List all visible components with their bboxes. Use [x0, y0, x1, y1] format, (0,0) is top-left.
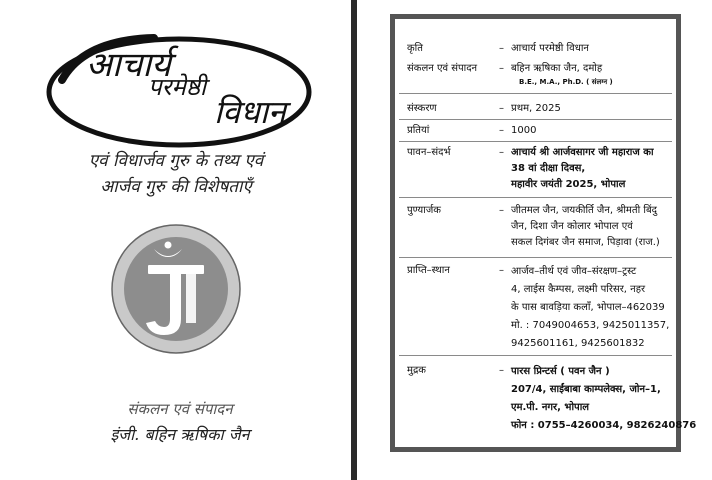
title-word-vidhan: विधान: [214, 93, 286, 131]
dash: –: [499, 265, 504, 276]
subtitle-line-1: एवं विधार्जव गुरु के तथ्य एवं: [88, 151, 264, 171]
label-pratiyan: प्रतियां: [407, 125, 430, 136]
value-prapti-line: 4, लाईस कैम्पस, लक्ष्मी परिसर, नहर: [511, 284, 646, 295]
compiler-name: इंजी. बहिन ऋषिका जैन: [110, 425, 250, 444]
dash: –: [499, 125, 504, 136]
separator: [399, 197, 672, 198]
dash: –: [499, 365, 504, 376]
jain-symbol-emblem: [110, 223, 242, 355]
value-mudrak-line: 207/4, साईंबाबा काम्पलेक्स, जोन–1,: [511, 384, 661, 395]
label-punyarjak: पुण्यार्जक: [407, 205, 441, 216]
value-pavan-line: महावीर जयंती 2025, भोपाल: [511, 179, 626, 190]
value-pavan-line: आचार्य श्री आर्जवसागर जी महाराज का: [511, 147, 654, 158]
dash: –: [499, 103, 504, 114]
label-kriti: कृति: [407, 43, 423, 54]
value-sankalan: बहिन ऋषिका जैन, दमोह: [511, 63, 603, 74]
value-sanskaran: प्रथम, 2025: [511, 103, 561, 114]
book-cover-page: [0, 0, 352, 480]
value-pavan-line: 38 वां दीक्षा दिवस,: [511, 163, 586, 174]
value-prapti-line: मो. : 7049004653, 9425011357,: [511, 320, 670, 331]
label-mudrak: मुद्रक: [407, 365, 426, 376]
label-sankalan: संकलन एवं संपादन: [407, 63, 478, 74]
value-prapti-line: आर्जव–तीर्थ एवं जीव–संरक्षण–ट्रस्ट: [511, 266, 637, 277]
title-word-acharya: आचार्य: [86, 45, 171, 85]
label-prapti-sthan: प्राप्ति–स्थान: [407, 265, 450, 276]
value-pratiyan: 1000: [511, 125, 537, 136]
compiler-label: संकलन एवं संपादन: [127, 400, 233, 418]
subtitle-line-2: आर्जव गुरु की विशेषताएँ: [100, 177, 252, 197]
value-punyarjak-line: जैन, दिशा जैन कोलार भोपाल एवं: [511, 221, 633, 232]
separator: [399, 141, 672, 142]
value-prapti-line: के पास बावड़िया कलाँ, भोपाल–462039: [511, 302, 665, 313]
title-word-parmeshthi: परमेष्ठी: [148, 73, 207, 101]
label-sanskaran: संस्करण: [407, 103, 437, 114]
value-mudrak-line: फोन : 0755–4260034, 9826240876: [511, 420, 697, 431]
separator: [399, 257, 672, 258]
separator: [399, 355, 672, 356]
dash: –: [499, 63, 504, 74]
value-punyarjak-line: जीतमल जैन, जयकीर्ति जैन, श्रीमती बिंदु: [511, 205, 657, 216]
imprint-frame: [390, 14, 697, 452]
value-prapti-line: 9425601161, 9425601832: [511, 338, 645, 349]
separator: [399, 119, 672, 120]
value-punyarjak-line: सकल दिगंबर जैन समाज, पिड़ावा (राज.): [511, 237, 660, 248]
dash: –: [499, 43, 504, 54]
value-kriti: आचार्य परमेष्ठी विधान: [511, 43, 589, 54]
label-pavan-sandarbh: पावन–संदर्भ: [407, 147, 451, 158]
imprint-page: [357, 0, 712, 480]
value-qualification: B.E., M.A., Ph.D. ( संलग्न ): [519, 78, 613, 86]
value-mudrak-line: पारस प्रिन्टर्स ( पवन जैन ): [511, 366, 610, 377]
separator: [399, 93, 672, 94]
dash: –: [499, 205, 504, 216]
dash: –: [499, 147, 504, 158]
value-mudrak-line: एम.पी. नगर, भोपाल: [511, 402, 590, 413]
